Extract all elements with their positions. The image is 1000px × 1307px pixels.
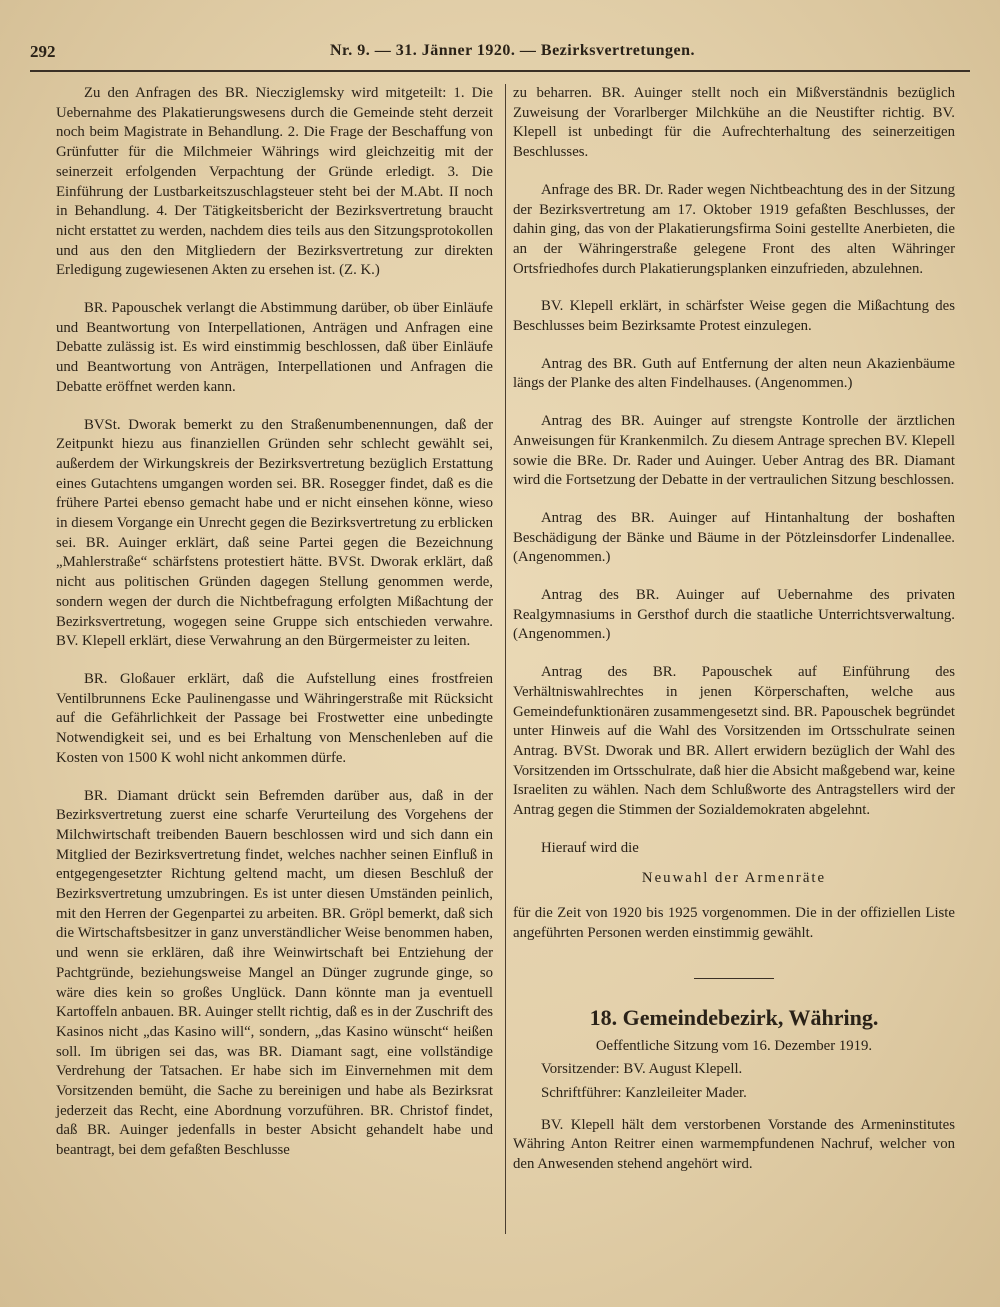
paragraph: Antrag des BR. Papouschek auf Einführung des Verhältniswahlrechtes in jenen Körperschaften, welche aus Gemeindefunktionären zusammengesetzt sind. BR. Papouschek begründet unter Hinweis auf die Wahl des Vorsitzenden im Ortsschulrate seinen Antrag. BVSt. Dworak und BR. Allert erwidern bezüglich der Wahl des Vorsitzenden im Ortsschulrate, daß hier die Absicht maßgebend war, keine Israeliten zu wählen. Nach dem Schlußworte des Antragstellers wird der Antrag gegen die Stimmen der Sozialdemokraten abgelehnt. (513, 664, 955, 819)
secretary-label: Schriftführer: (541, 1085, 622, 1102)
paragraph: Anfrage des BR. Dr. Rader wegen Nichtbeachtung des in der Sitzung der Bezirksvertretung am 17. Oktober 1919 gefaßten Beschlusses, der dahin ging, das von der Plakatierungsfirma Soini gestellte Anerbieten, die an der Währingerstraße gelegene Front des alten Währinger Ortsfriedhofes durch Plakatierungsplanken einzufrieden, abzulehnen. (513, 181, 955, 277)
left-column (56, 84, 493, 1179)
section-title: 18. Gemeindebezirk, Währing. (589, 1004, 879, 1030)
paragraph: BR. Papouschek verlangt die Abstimmung darüber, ob über Einläufe und Beantwortung von Interpellationen, Anträgen und Anfragen eine Debatte zulässig ist. Es wird einstimmig beschlossen, daß über Einläufe und Beantwortung von Anträgen, Interpellationen und Anfragen die Debatte eröffnet werden kann. (56, 300, 493, 395)
paragraph: BV. Klepell hält dem verstorbenen Vorstande des Armeninstitutes Währing Anton Reitrer einen warmempfundenen Nachruf, welcher von den Anwesenden stehend angehört wird. (513, 1116, 955, 1173)
secretary-value: Kanzleileiter Mader. (625, 1085, 747, 1102)
paragraph: Antrag des BR. Guth auf Entfernung der alten neun Akazienbäume längs der Planke des alten Findelhauses. (Angenommen.) (513, 355, 955, 392)
page-header (30, 36, 970, 66)
paragraph: Hierauf wird die (541, 839, 639, 856)
running-head: Nr. 9. — 31. Jänner 1920. — Bezirksvertretungen. (330, 42, 696, 59)
header-rule (30, 70, 970, 72)
column-divider (505, 84, 506, 1234)
paragraph: zu beharren. BR. Auinger stellt noch ein Mißverständnis bezüglich Zuweisung der Vorarlberger Milchkühe an die Neustifter richtig. BV. Klepell ist unbedingt für die Aufrechterhaltung des seinerzeitigen Beschlusses. (513, 85, 955, 161)
chair-label: Vorsitzender: (541, 1061, 620, 1078)
secretary-line (541, 1084, 955, 1104)
section-divider (694, 978, 774, 979)
section-subtitle: Oeffentliche Sitzung vom 16. Dezember 1919. (595, 1037, 873, 1054)
right-column (513, 84, 955, 1193)
paragraph: BR. Gloßauer erklärt, daß die Aufstellung eines frostfreien Ventilbrunnens Ecke Paulinengasse und Währingerstraße mit Rücksicht auf die Gefährlichkeit der Passage bei Frostwetter eine unbedingte Notwendigkeit sei, und es bei Erhaltung von Menschenleben auf die Kosten von 1500 K wohl nicht ankommen dürfe. (56, 670, 493, 766)
paragraph: BV. Klepell erklärt, in schärfster Weise gegen die Mißachtung des Beschlusses beim Bezirksamte Protest einzulegen. (513, 298, 955, 335)
paragraph: Zu den Anfragen des BR. Niecziglemsky wird mitgeteilt: 1. Die Uebernahme des Plakatierungswesens durch die Gemeinde steht derzeit noch beim Magistrate in Behandlung. 2. Die Frage der Beschaffung von Grünfutter für die Milchmeier Währings wird gleichzeitig mit der seinerzeit erfolgenden Verpachtung der Gründe erledigt. 3. Die Einführung der Lustbarkeitszuschlagsteuer steht bei der M.Abt. II noch in Behandlung. 4. Der Tätigkeitsbericht der Bezirksvertretung braucht nicht erstattet zu werden, nachdem dies teils aus den Sitzungsprotokollen und aus den den Mitgliedern der Bezirksvertretung zur direkten Erledigung zugewiesenen Akten zu ersehen ist. (Z. K.) (56, 85, 493, 279)
armenraete-heading: Neuwahl der Armenräte (641, 869, 827, 886)
chair-value: BV. August Klepell. (623, 1061, 743, 1078)
paragraph: BVSt. Dworak bemerkt zu den Straßenumbenennungen, daß der Zeitpunkt hiezu aus finanziellen Gründen sehr schlecht gewählt sei, außerdem der Wirkungskreis der Bezirksvertretung bezüglich Erstattung eines Gutachtens umgangen worden sei. BR. Rosegger findet, daß es die frühere Partei ebenso gemacht habe und er nicht einsehen könne, wieso in diesem Vorgange ein Unrecht gegen die Bezirksvertretung zu erblicken sei. BR. Auinger erklärt, daß seine Partei gegen die Bezeichnung „Mahlerstraße“ schärfstens protestiert hätte. BVSt. Dworak erklärt, daß nicht aus politischen Gründen dagegen Stellung genommen werde, sondern wegen der durch die Nichtbefragung erfolgten Mißachtung der Bezirksvertretung, wogegen seine Gruppe sich entschieden verwahre. BV. Klepell erklärt, diese Verwahrung an den Bürgermeister zu leiten. (56, 416, 493, 650)
paragraph: für die Zeit von 1920 bis 1925 vorgenommen. Die in der offiziellen Liste angeführten Personen werden einstimmig gewählt. (513, 905, 955, 941)
chair-line (541, 1060, 955, 1080)
paragraph: BR. Diamant drückt sein Befremden darüber aus, daß in der Bezirksvertretung zuerst eine scharfe Verurteilung des Vorgehens der Milchwirtschaft treibenden Bauern beschlossen wird und sich dann ein Mitglied der Bezirksvertretung findet, welches nachher seinen Einfluß in entgegengesetzter Richtung geltend macht, um diesen Beschluß der Bezirksvertretung umzubringen. Es ist unter diesen Umständen peinlich, mit den Herren der Gegenpartei zu arbeiten. BR. Gröpl bemerkt, daß sich die Wirtschaftsbesitzer in ganz unverständlicher Weise benommen haben, und wenn sie erklären, daß ihre Weinwirtschaft bei Entziehung der Pachtgründe, beziehungsweise Mangel an Dünger zugrunde ginge, so wäre dies kein so großes Unglück. Dann könnte man ja eventuell Kartoffeln anbauen. BR. Auinger stellt richtig, daß es in der Zuschrift des Kasinos nicht „das Kasino will“, sondern, „das Kasino wünscht“ heißen soll. Im übrigen sei das, was BR. Diamant sagt, eine vollständige Verdrehung der Tatsachen. Er habe sich im Einvernehmen mit dem Vorsitzenden bemüht, die Sache zu bereinigen und habe als Bezirksrat jederzeit das Recht, eine Abordnung vorzuführen. BR. Christof findet, daß BR. Auinger jedenfalls in bester Absicht gehandelt habe und beantragt, bei dem gefaßten Beschlusse (56, 787, 493, 1159)
paragraph: Antrag des BR. Auinger auf Hintanhaltung der boshaften Beschädigung der Bänke und Bäume in der Pötzleinsdorfer Lindenallee. (Angenommen.) (513, 509, 955, 566)
paragraph: Antrag des BR. Auinger auf strengste Kontrolle der ärztlichen Anweisungen für Krankenmilch. Zu diesem Antrage sprechen BV. Klepell sowie die BRe. Dr. Rader und Auinger. Ueber Antrag des BR. Diamant wird die Fortsetzung der Debatte in der vertraulichen Sitzung beschlossen. (513, 413, 955, 489)
page-number: 292 (30, 42, 56, 61)
paragraph: Antrag des BR. Auinger auf Uebernahme des privaten Realgymnasiums in Gersthof durch die staatliche Unterrichtsverwaltung. (Angenommen.) (513, 587, 955, 643)
